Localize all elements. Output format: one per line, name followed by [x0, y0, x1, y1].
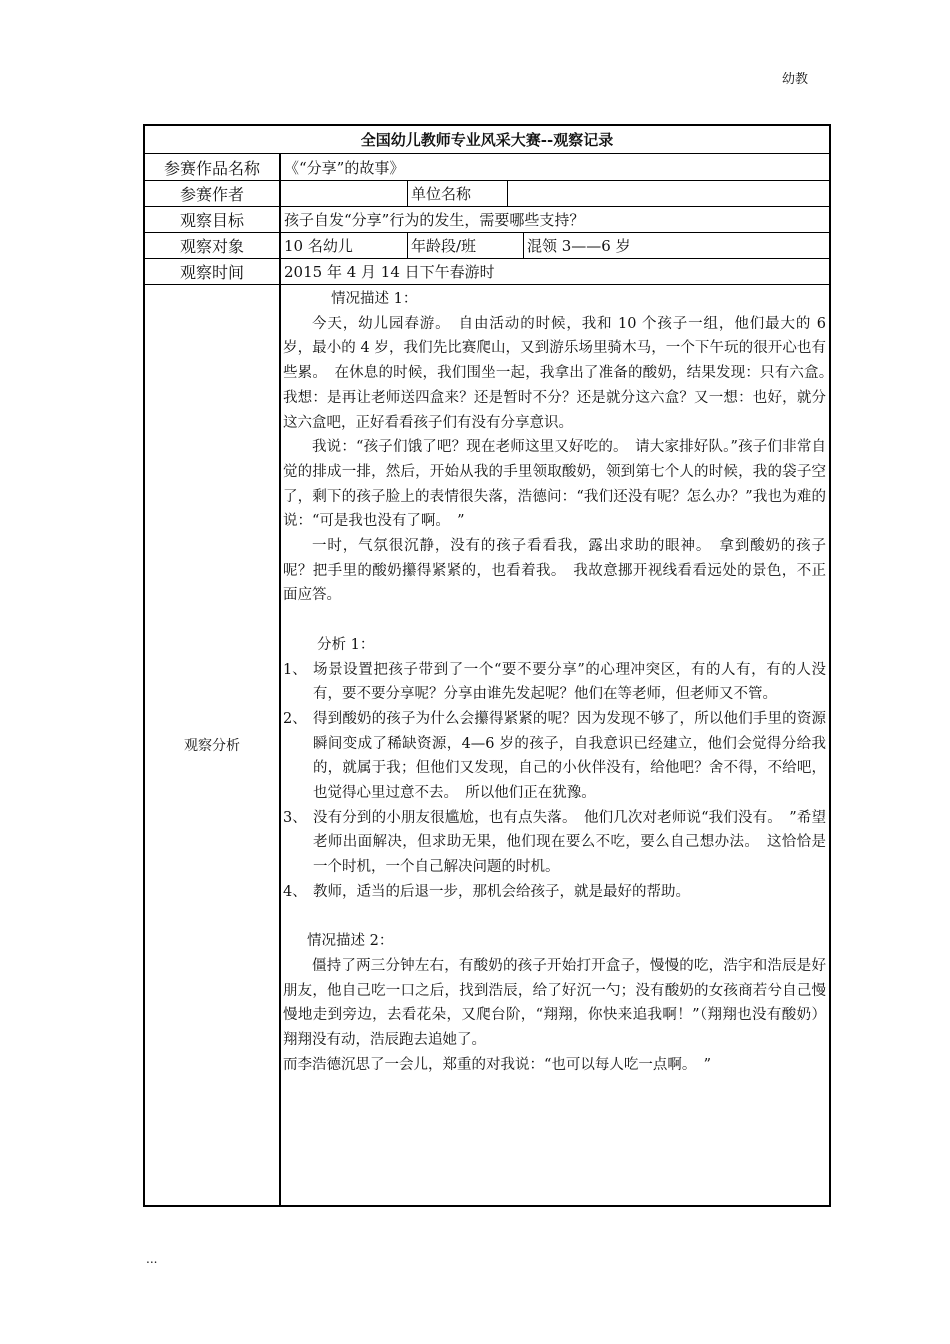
analysis-item — [283, 806, 826, 880]
analysis-item-number: 4、 — [283, 883, 307, 900]
time-label: 观察时间 — [145, 259, 281, 284]
analysis-1-title: 分析 1： — [317, 636, 375, 653]
description-1-paragraph-3: 一时，气氛很沉静，没有的孩子看看我，露出求助的眼神。 拿到酸奶的孩子呢？把手里的酸奶攥得紧紧的，也看着我。 我故意挪开视线看看远处的景色，不正面应答。 — [283, 538, 826, 604]
analysis-item-text: 场景设置把孩子带到了一个“要不要分享”的心理冲突区，有的人有，有的人没有，要不要分享呢？分享由谁先发起呢？他们在等老师，但老师又不管。 — [313, 661, 826, 703]
goal-value: 孩子自发“分享”行为的发生，需要哪些支持？ — [284, 211, 585, 229]
subject-value: 10 名幼儿 — [281, 233, 408, 258]
header-category-tag: 幼教 — [781, 72, 808, 87]
row-entry-name — [145, 153, 829, 180]
description-2-paragraph-2: 而李浩德沉思了一会儿，郑重的对我说：“也可以每人吃一点啊。 ” — [283, 1056, 712, 1073]
analysis-item-number: 3、 — [283, 809, 307, 826]
description-1-paragraph-1: 今天，幼儿园春游。 自由活动的时候，我和 10 个孩子一组，他们最大的 6 岁，最小的 4 岁，我们先比赛爬山，又到游乐场里骑木马，一个下午玩的很开心也有些累。 在休息的时候，我们围坐一起，我拿出了准备的酸奶，结果发现：只有六盒。 我想：是再让老师送四盒来？还是暂时不分？还是就分这六盒？又一想：也好，就分这六盒吧，正好看看孩子们有没有分享意识。 — [283, 315, 841, 431]
analysis-label: 观察分析 — [145, 285, 281, 1205]
analysis-item — [283, 658, 826, 707]
description-2-paragraph-1: 僵持了两三分钟左右，有酸奶的孩子开始打开盒子，慢慢的吃，浩宇和浩辰是好朋友，他自己吃一口之后，找到浩辰，给了好沉一勺；没有酸奶的女孩商若兮自己慢慢地走到旁边，去看花朵，又爬台阶，“翔翔，你快来追我啊！”（翔翔也没有酸奶）翔翔没有动，浩辰跑去追她了。 — [283, 957, 826, 1049]
unit-value — [508, 181, 829, 206]
row-analysis — [145, 284, 841, 1205]
row-author — [145, 180, 829, 206]
subject-label: 观察对象 — [145, 233, 281, 258]
entry-name-label: 参赛作品名称 — [145, 154, 281, 180]
unit-label: 单位名称 — [408, 181, 508, 206]
goal-label: 观察目标 — [145, 207, 281, 232]
analysis-item — [283, 707, 826, 806]
description-1-title: 情况描述 1： — [331, 291, 418, 307]
age-value: 混领 3——6 岁 — [527, 237, 631, 255]
analysis-item-text: 没有分到的小朋友很尴尬，也有点失落。 他们几次对老师说“我们没有。 ”希望老师出面解决，但求助无果，他们现在要么不吃，要么自己想办法。 这恰恰是一个时机，一个自己解决问题的时机。 — [313, 809, 826, 876]
description-2-title: 情况描述 2： — [307, 933, 394, 950]
author-value — [281, 181, 408, 206]
analysis-item-number: 1、 — [283, 661, 307, 678]
table-title: 全国幼儿教师专业风采大赛--观察记录 — [360, 131, 614, 149]
description-1-paragraph-2: 我说：“孩子们饿了吧？现在老师这里又好吃的。 请大家排好队。”孩子们非常自觉的排成一排，然后，开始从我的手里领取酸奶，领到第七个人的时候，我的袋子空了，剩下的孩子脸上的表情很失落，浩德问：“我们还没有呢？怎么办？”我也为难的说：“可是我也没有了啊。 ” — [283, 439, 826, 530]
time-value: 2015 年 4 月 14 日下午春游时 — [284, 263, 495, 281]
entry-name-value: 《“分享”的故事》 — [284, 158, 405, 177]
row-goal — [145, 206, 829, 232]
row-time — [145, 258, 829, 284]
age-label: 年龄段/班 — [408, 233, 524, 258]
author-label: 参赛作者 — [145, 181, 281, 206]
analysis-item — [283, 880, 826, 905]
analysis-item-number: 2、 — [283, 710, 307, 727]
row-subject — [145, 232, 829, 258]
analysis-item-text: 得到酸奶的孩子为什么会攥得紧紧的呢？因为发现不够了，所以他们手里的资源瞬间变成了稀缺资源，4—6 岁的孩子，自我意识已经建立，他们会觉得分给我的，就属于我；但他们又发现，自己的小伙伴没有，给他吧？舍不得，不给吧，也觉得心里过意不去。 所以他们正在犹豫。 — [313, 710, 826, 802]
analysis-item-text: 教师，适当的后退一步，那机会给孩子，就是最好的帮助。 — [313, 883, 690, 900]
analysis-content — [281, 285, 841, 1205]
observation-record-table — [143, 124, 841, 1207]
footer-ellipsis: ... — [146, 1252, 158, 1266]
